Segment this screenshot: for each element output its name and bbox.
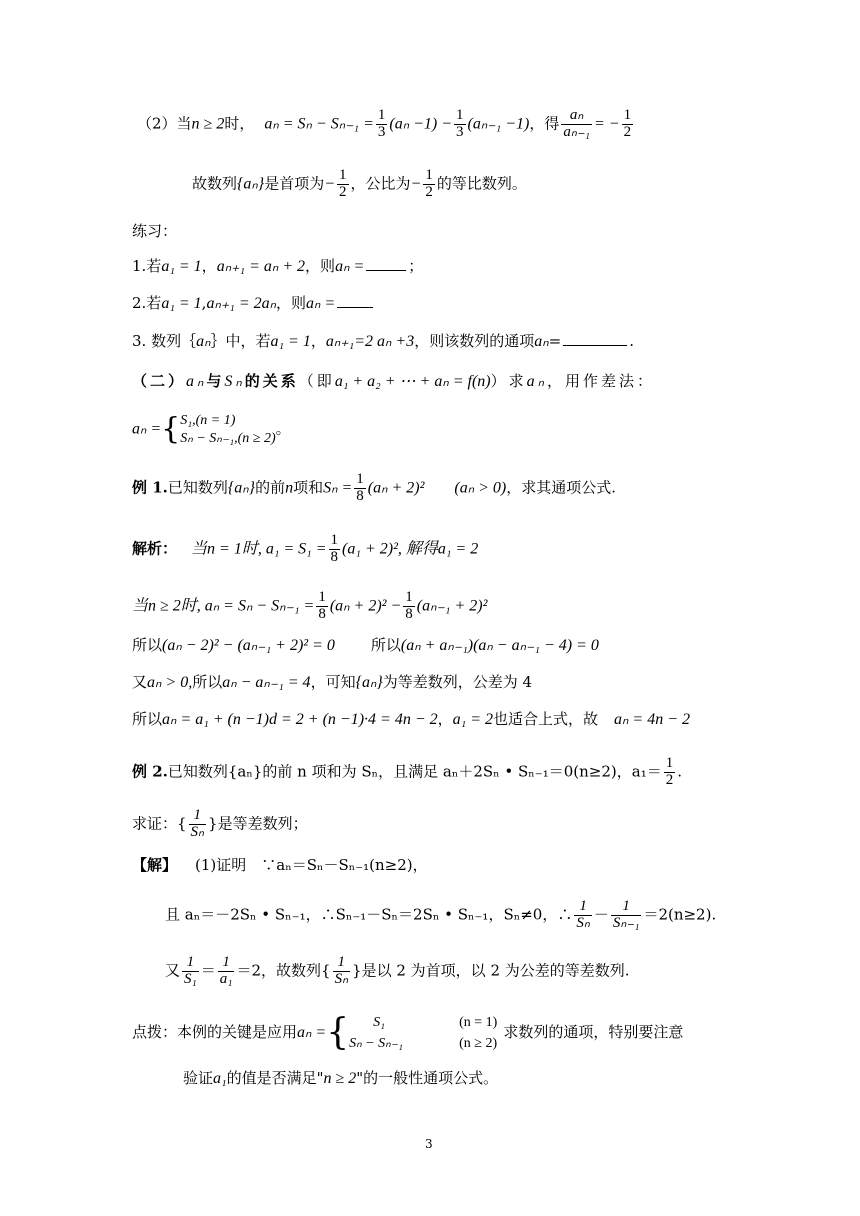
piecewise-cases [180, 412, 275, 447]
fraction-first-term: $\frac{1}{2}$ [339, 167, 347, 200]
example1-line [132, 472, 616, 505]
step2-expr3: (aₙ₋₁ −1) [467, 115, 530, 133]
example2-line [132, 756, 682, 789]
ex2-label: 例 2. [132, 762, 168, 781]
sol1-l3c: 所以 [370, 636, 401, 654]
piecewise-case2: Sₙ − Sₙ₋₁,(n ≥ 2) [180, 430, 276, 446]
step2-lead: （2）当 [137, 114, 192, 133]
note-c2a: Sₙ − Sₙ₋₁ [349, 1036, 403, 1051]
q1-end: ； [408, 257, 424, 275]
solution2-line3 [165, 955, 630, 988]
sol1-l4b: aₙ > 0, [147, 674, 193, 691]
concl-t3: ，公比为 [350, 174, 411, 193]
sol1-l5f: aₙ = 4n − 2 [614, 711, 690, 728]
q1-an: aₙ = [335, 258, 365, 275]
ex1-seq: {aₙ} [227, 479, 256, 497]
sol2-l3a: 又 [165, 961, 181, 980]
ex1-t2: 的前 [255, 478, 286, 497]
q3-eq: = [548, 332, 562, 350]
ex1-sq: (aₙ + 2)² [367, 479, 425, 497]
example2-prove [132, 808, 308, 841]
piecewise-case1: S₁,(n = 1) [180, 413, 236, 428]
note-lhs: aₙ = [297, 1024, 327, 1041]
ex1-label: 例 1. [132, 478, 168, 497]
sol1-l5c: ， [437, 710, 453, 728]
concl-neg: − [324, 175, 335, 193]
fraction-1-over-sn-1: $\frac{1}{\text{Sₙ₋₁}}$ [612, 898, 640, 931]
section2-p3: 的关系 [244, 372, 299, 390]
step2-eq: = − [593, 115, 620, 133]
section2-p2: 与 [206, 372, 225, 390]
note-t2: 求数列的通项，特别要注意 [503, 1023, 684, 1041]
step2-line [137, 108, 635, 141]
solution2-line2 [165, 899, 716, 932]
page-number: 3 [425, 1137, 433, 1151]
ex1-t3: 项和 [293, 478, 324, 497]
sol1-label: 解析： [132, 539, 178, 558]
q2-then: ，则 [276, 294, 307, 312]
sol2-l3c: }是以 2 为首项，以 2 为公差的等差数列. [352, 961, 630, 980]
solution1-line1 [132, 533, 478, 566]
q2-an: aₙ = [306, 295, 336, 312]
fraction-ratio-value: $\frac{1}{2}$ [425, 167, 433, 200]
fraction-a1-half: $\frac{1}{2}$ [665, 755, 674, 788]
step2-expr1: aₙ = Sₙ − Sₙ₋₁ = [264, 115, 374, 133]
sol2-label: 【解】 [132, 856, 178, 874]
solution1-line3 [132, 638, 599, 654]
step2-shi: 时， [224, 114, 255, 133]
q2-num: 2.若 [132, 294, 162, 312]
fraction-1-over-s1: $\frac{1}{\text{S₁}}$ [184, 954, 197, 987]
fraction-1-over-sn: $\frac{1}{\text{Sₙ}}$ [576, 898, 590, 931]
piecewise-end: 。 [275, 419, 291, 438]
note-brace: { [326, 1012, 350, 1053]
note-line2 [183, 1071, 498, 1087]
q1-rec: aₙ₊₁ = aₙ + 2 [216, 258, 306, 275]
answer-blank[interactable] [366, 269, 406, 271]
ex1-cond: (aₙ > 0) [454, 479, 507, 497]
concl-t4: 的等比数列。 [436, 174, 527, 193]
q3-mid: ｝中，若 [210, 332, 271, 350]
q3-end: . [629, 332, 634, 350]
q3-an2: aₙ [534, 333, 549, 350]
sol1-l4f: {aₙ} [355, 674, 383, 691]
section2-heading [132, 374, 655, 390]
answer-blank[interactable] [337, 306, 373, 308]
sol1-l5b: aₙ = a₁ + (n −1)d = 2 + (n −1)·4 = 4n − 2 [162, 711, 438, 728]
left-brace: { [161, 411, 181, 447]
fraction-one-third: $\frac{1}{3}$ [377, 107, 386, 140]
sol2-eq: ＝ [200, 961, 216, 980]
solution1-line5 [132, 712, 690, 728]
note-c2b: (n ≥ 2) [459, 1036, 498, 1051]
concl-neg-2: − [410, 175, 422, 193]
ex2-prove: 求证：{ [132, 814, 187, 833]
fraction-one-eighth-3: $\frac{1}{8}$ [318, 589, 326, 622]
q3-post: ，则该数列的通项 [414, 332, 535, 350]
note-c1a: S₁ [373, 1015, 385, 1030]
sol1-l4d: aₙ − aₙ₋₁ = 4 [222, 674, 311, 691]
sol1-l3d: (aₙ + aₙ₋₁)(aₙ − aₙ₋₁ − 4) = 0 [400, 637, 599, 654]
solution1-line4 [132, 675, 532, 691]
practice-q2 [132, 296, 375, 312]
practice-q1 [132, 259, 423, 275]
section2-piecewise [132, 412, 291, 447]
sol2-l3b: ＝2，故数列{ [236, 961, 331, 980]
note-t1: 点拨：本例的关键是应用 [132, 1023, 298, 1041]
section2-sum: a₁ + a₂ + ⋯ + aₙ = f(n) [334, 373, 491, 390]
sol1-l1a: 当n = 1时, a₁ = S₁ = [191, 540, 327, 558]
piecewise-lhs: aₙ = [132, 420, 162, 438]
sol1-l5d: a₁ = 2 [452, 711, 494, 728]
sol1-l2c: (aₙ₋₁ + 2)² [416, 597, 488, 615]
ex1-sn: Sₙ = [323, 479, 353, 497]
ex2-prove2: }是等差数列； [208, 814, 308, 833]
sol1-l4a: 又 [132, 673, 148, 691]
note-a1: a₁ [213, 1070, 227, 1087]
sol1-l4g: 为等差数列，公差为 4 [382, 673, 533, 691]
fraction-1-over-sn-2: $\frac{1}{\text{Sₙ}}$ [334, 954, 349, 987]
note-t3b: 的值是否满足" [226, 1069, 324, 1087]
q1-then: ，则 [305, 257, 336, 275]
fraction-ratio: $\frac{\text{aₙ}}{\text{aₙ₋₁}}$ [563, 107, 590, 140]
practice-heading: 练习： [132, 222, 178, 240]
q3-an: aₙ [196, 333, 211, 350]
note-line1 [132, 1012, 683, 1054]
sol1-l5a: 所以 [132, 710, 163, 728]
fraction-reciprocal-sn: $\frac{1}{\text{Sₙ}}$ [190, 807, 205, 840]
section2-p6: ，用作差法： [547, 372, 656, 390]
sol2-l1: (1)证明 ∵aₙ＝Sₙ－Sₙ₋₁(n≥2)， [195, 856, 428, 874]
note-t3a: 验证 [183, 1069, 214, 1087]
solution2-line1 [132, 858, 428, 873]
ex2-end: . [677, 762, 682, 781]
step2-de: ，得 [529, 114, 560, 133]
fraction-one-eighth-2: $\frac{1}{8}$ [330, 532, 339, 565]
q1-num: 1.若 [132, 257, 162, 275]
solution1-line2 [132, 590, 487, 623]
sol1-l2a: 当n ≥ 2时, aₙ = Sₙ − Sₙ₋₁ = [132, 597, 315, 615]
sol1-l3a: 所以 [132, 636, 163, 654]
q3-a1: a₁ = 1 [270, 333, 311, 350]
sol1-l4e: ，可知 [310, 673, 356, 691]
q3-rec: aₙ₊₁=2 aₙ +3 [325, 333, 415, 350]
q3-sep: ， [310, 332, 326, 350]
q2-rec: aₙ₊₁ = 2aₙ [206, 295, 277, 312]
concl-seq: {aₙ} [237, 175, 265, 193]
sol1-l4c: 所以 [192, 673, 223, 691]
ex2-t1: 已知数列{aₙ}的前 n 项和为 Sₙ，且满足 aₙ＋2Sₙ • Sₙ₋₁＝0(n≥2)，a₁＝ [167, 762, 662, 781]
sol1-l3b: (aₙ − 2)² − (aₙ₋₁ + 2)² = 0 [162, 637, 335, 654]
section2-an2: aₙ [526, 373, 547, 390]
section2-p1: （二） [132, 372, 187, 390]
concl-t1: 故数列 [192, 174, 238, 193]
section2-an: aₙ [186, 373, 207, 390]
step2-cond: n ≥ 2 [191, 115, 225, 133]
ex1-t4: ，求其通项公式. [506, 478, 617, 497]
fraction-one-third-2: $\frac{1}{3}$ [456, 107, 464, 140]
q1-sep: ， [201, 257, 217, 275]
q2-a1: a₁ = 1 [161, 295, 202, 312]
sol2-minus: － [593, 905, 609, 924]
concl-t2: 是首项为 [264, 174, 325, 193]
q3-pre: 3. 数列｛ [132, 332, 197, 350]
sol2-l2a: 且 aₙ＝－2Sₙ • Sₙ₋₁，∴Sₙ₋₁－Sₙ＝2Sₙ • Sₙ₋₁，Sₙ≠0，∴ [165, 905, 573, 924]
q1-a1: a₁ = 1 [161, 258, 202, 275]
fraction-one-eighth-4: $\frac{1}{8}$ [405, 589, 413, 622]
ex1-n: n [285, 479, 294, 497]
sol1-l2b: (aₙ + 2)² − [329, 597, 402, 615]
note-t3c: "的一般性通项公式。 [356, 1069, 499, 1087]
section2-p4: （即 [298, 372, 335, 390]
section2-p5: ）求 [490, 372, 527, 390]
fraction-one-half: $\frac{1}{2}$ [623, 107, 632, 140]
answer-blank[interactable] [563, 344, 627, 346]
note-c1b: (n = 1) [459, 1015, 498, 1030]
practice-q3 [132, 334, 634, 350]
sol1-l5e: 也适合上式，故 [493, 710, 599, 728]
sol1-l1b: (a₁ + 2)², 解得a₁ = 2 [342, 540, 479, 558]
step2-expr2: (aₙ −1) − [389, 115, 452, 133]
note-cond: n ≥ 2 [323, 1070, 357, 1087]
section2-sn: Sₙ [224, 373, 245, 390]
note-cases [349, 1012, 497, 1054]
sol2-l2b: ＝2(n≥2). [643, 905, 717, 924]
conclusion-line [192, 168, 527, 201]
fraction-one-eighth: $\frac{1}{8}$ [356, 471, 364, 504]
fraction-1-over-a1: $\frac{1}{\text{a₁}}$ [219, 954, 233, 987]
q2-sep: , [201, 294, 207, 312]
ex1-t1: 已知数列 [167, 478, 228, 497]
